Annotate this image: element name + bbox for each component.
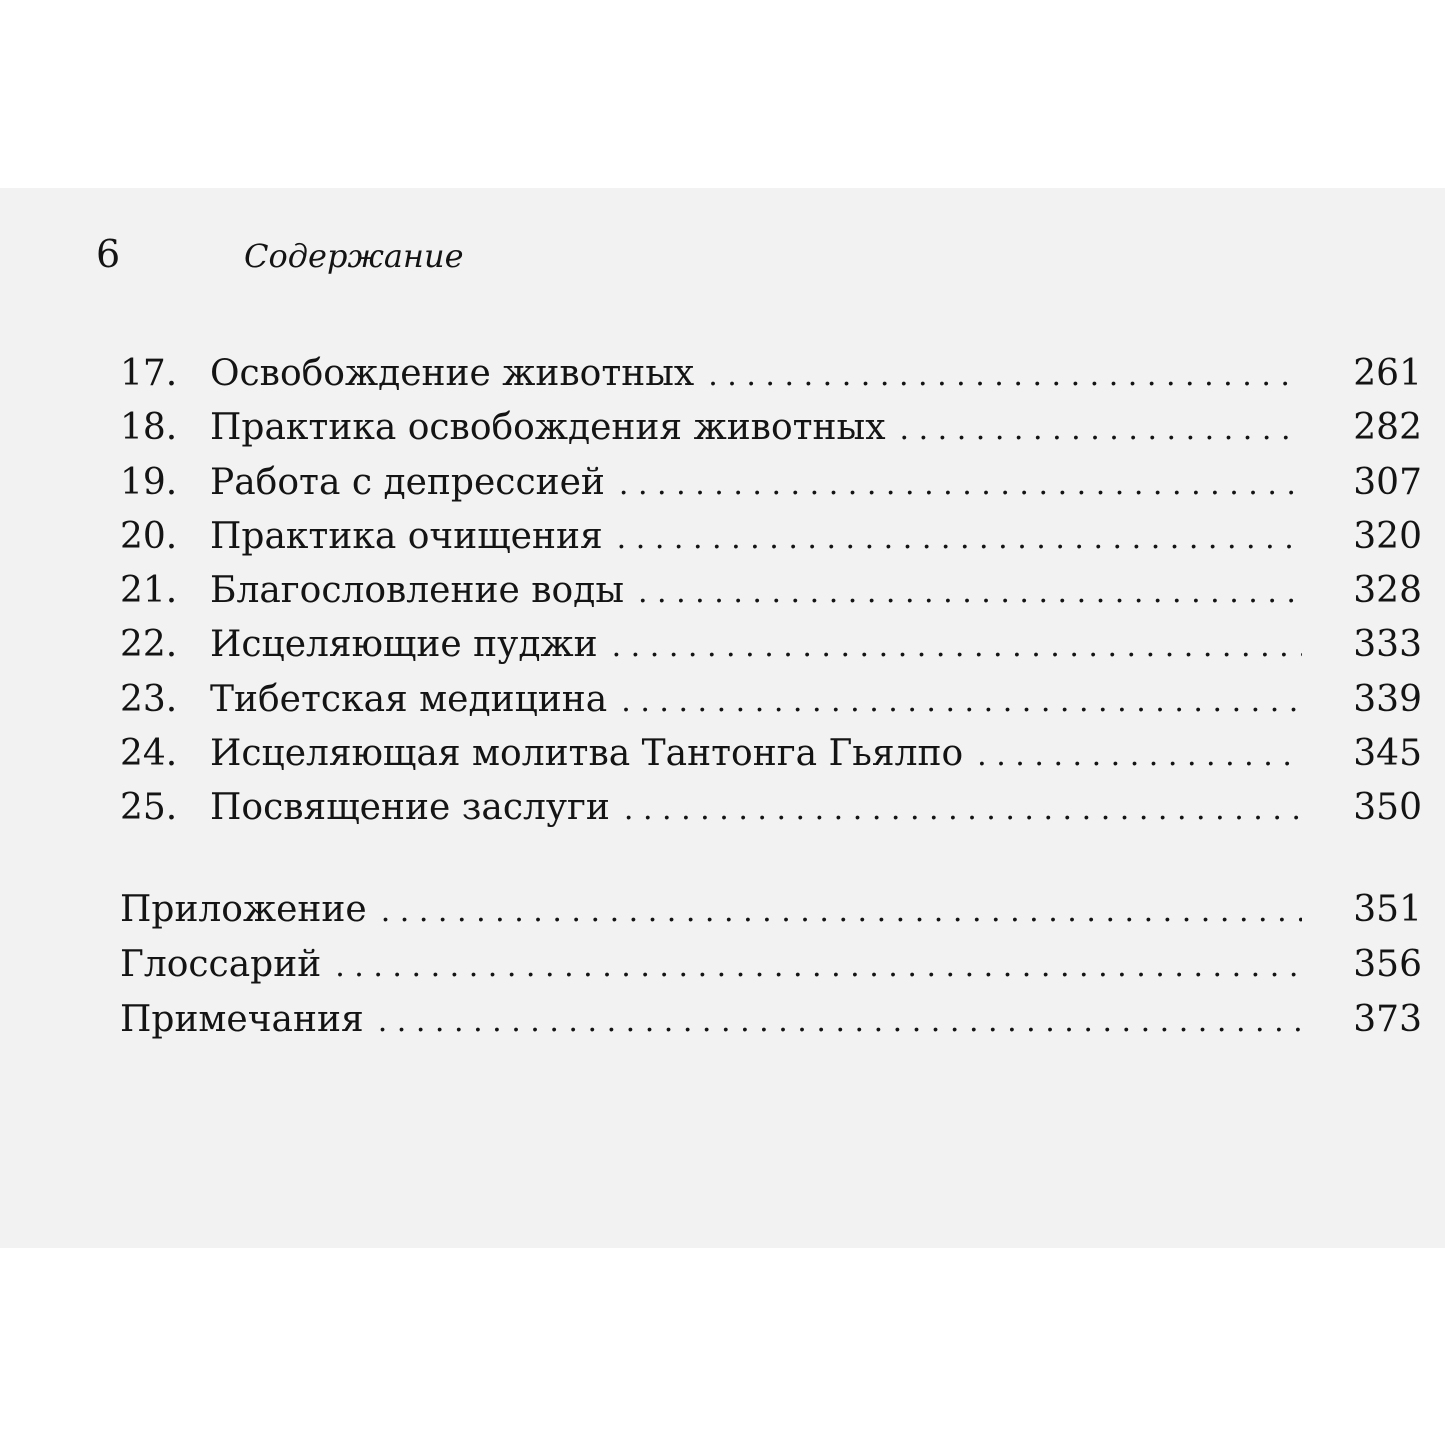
dot-leader [621,675,1302,729]
toc-entry-page: 345 [1353,733,1422,775]
toc-entry-title [120,456,605,510]
toc-entry-page: 307 [1353,461,1422,503]
dot-leader [977,729,1302,783]
page-number: 6 [96,232,121,276]
toc-entry [120,618,1422,672]
toc-entry-number: 19. [120,461,178,503]
toc-entry [120,673,1422,727]
toc-entry-page: 350 [1353,787,1422,829]
toc-entry-page: 320 [1353,515,1422,557]
page-header [96,232,464,282]
toc-entry-page: 333 [1353,624,1422,666]
toc-entry-number: 22. [120,624,178,666]
toc-entry-text: Практика очищения [210,515,603,557]
toc-entry-title [120,727,963,781]
toc-entry [120,882,1422,937]
dot-leader [335,939,1302,994]
dot-leader [638,566,1302,620]
dot-leader [708,349,1302,403]
toc-entry-page: 351 [1353,889,1422,930]
toc-entry-text: Приложение [120,889,367,930]
toc-entry-number: 21. [120,570,178,612]
toc-entry-title [120,673,607,727]
dot-leader [624,783,1302,837]
toc-entry-text: Исцеляющая молитва Тантонга Гьялпо [210,733,964,775]
toc-entry-title [120,564,624,618]
toc-entry-number: 23. [120,678,178,720]
toc-entry [120,781,1422,835]
dot-leader [381,884,1302,939]
toc-chapters [120,347,1422,836]
toc-entry-page: 339 [1353,678,1422,720]
toc-entry-text: Работа с депрессией [210,461,605,503]
toc-entry-page: 373 [1353,999,1422,1040]
toc-entry-number: 25. [120,787,178,829]
toc-entry [120,937,1422,992]
toc-back-matter [120,882,1422,1047]
toc-entry [120,992,1422,1047]
toc-entry-number: 20. [120,515,178,557]
toc-entry-title [120,781,610,835]
toc-entry-text: Тибетская медицина [210,678,608,720]
toc-entry [120,456,1422,510]
toc-entry-number: 18. [120,407,178,449]
toc-entry [120,727,1422,781]
toc-entry-number: 24. [120,733,178,775]
toc-entry-title [120,401,886,455]
toc-entry [120,510,1422,564]
toc-entry-page: 356 [1353,944,1422,985]
toc-entry [120,564,1422,618]
running-title: Содержание [244,237,464,275]
toc-entry-page: 261 [1353,353,1422,394]
dot-leader [619,458,1302,512]
toc-entry-number: 17. [120,353,178,394]
toc-entry-text: Примечания [120,999,364,1040]
dot-leader [900,403,1303,457]
toc-entry-text: Глоссарий [120,944,322,985]
toc-entry-text: Практика освобождения животных [210,407,886,449]
toc-entry-text: Исцеляющие пуджи [210,624,598,666]
dot-leader [617,512,1302,566]
toc-entry-title [120,347,694,401]
dot-leader [378,994,1302,1049]
toc-entry-text: Освобождение животных [210,353,695,394]
dot-leader [612,620,1302,674]
toc-entry-page: 328 [1353,570,1422,612]
toc-entry-title [120,618,598,672]
toc-entry [120,347,1422,401]
toc-entry-title [120,510,603,564]
toc-entry-page: 282 [1353,407,1422,449]
toc-entry-text: Посвящение заслуги [210,787,610,829]
toc-entry-text: Благословление воды [210,570,624,612]
toc-entry [120,401,1422,455]
